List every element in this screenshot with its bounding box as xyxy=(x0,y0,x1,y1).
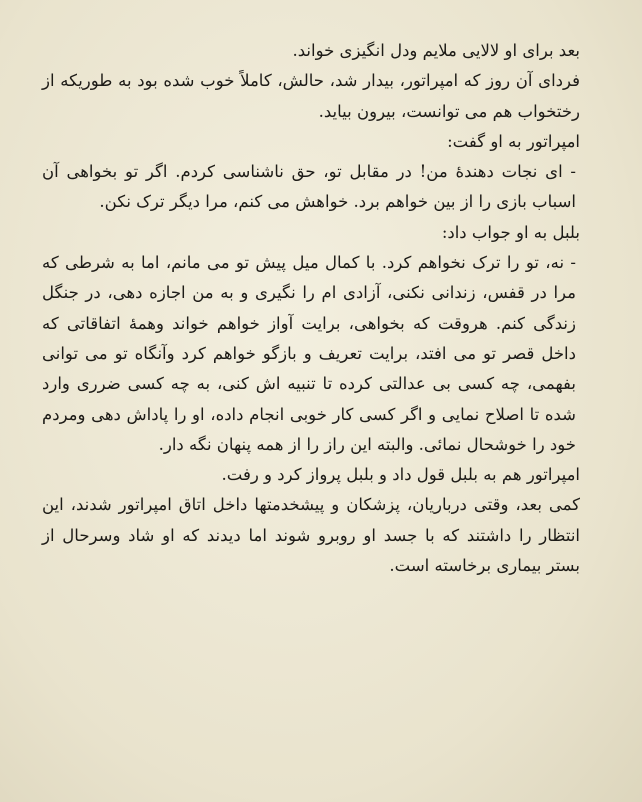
paragraph-nightingale-answers: بلبل به او جواب داد: xyxy=(441,222,580,242)
paragraph-promise: امپراتور هم به بلبل قول داد و بلبل پرواز کرد و رفت. xyxy=(221,465,580,485)
paragraph-emperor-says: امپراتور به او گفت: xyxy=(447,131,580,151)
page-text xyxy=(42,36,580,581)
paragraph-lullaby: بعد برای او لالایی ملایم ودل انگیزی خواند. xyxy=(292,41,580,60)
paragraph-next-day: فردای آن روز که امپراتور، بیدار شد، حالش، کاملاً خوب شده بود به طوریکه از رختخواب هم می توانست، بیرون بیاید. xyxy=(42,71,580,121)
paragraph-courtiers: کمی بعد، وقتی درباریان، پزشکان و پیشخدمتها داخل اتاق امپراتور شدند، این انتظار را داشتند که با جسد او روبرو شوند اما دیدند که او شاد وسرحال از بستر بیماری برخاسته است. xyxy=(42,495,580,576)
paragraph-nightingale-reply: - نه، تو را ترک نخواهم کرد. با کمال میل پیش تو می مانم، اما به شرطی که مرا در قفس، زندانی نکنی، آزادی ام را نگیری و به من اجازه دهی، در جنگل زندگی کنم. هروقت که بخواهی، برایت آواز خواهم خواند وهمهٔ اتفاقاتی که داخل قصر تو می افتد، برایت تعریف و بازگو خواهم کرد وآنگاه تو می توانی بفهمی، چه کسی بی عدالتی کرده تا تنبیه اش کنی، به چه کسی ضرری وارد شده تا اصلاح نمایی و اگر کسی کار خوبی انجام داده، او را پاداش دهی ومردم خود را خوشحال نمائی. والبته این راز را از همه پنهان نگه دار. xyxy=(42,253,576,454)
paragraph-emperor-plea: - ای نجات دهندهٔ من! در مقابل تو، حق ناشناسی کردم. اگر تو بخواهی آن اسباب بازی را از بین خواهم برد. خواهش می کنم، مرا دیگر ترک نکن. xyxy=(42,162,576,212)
